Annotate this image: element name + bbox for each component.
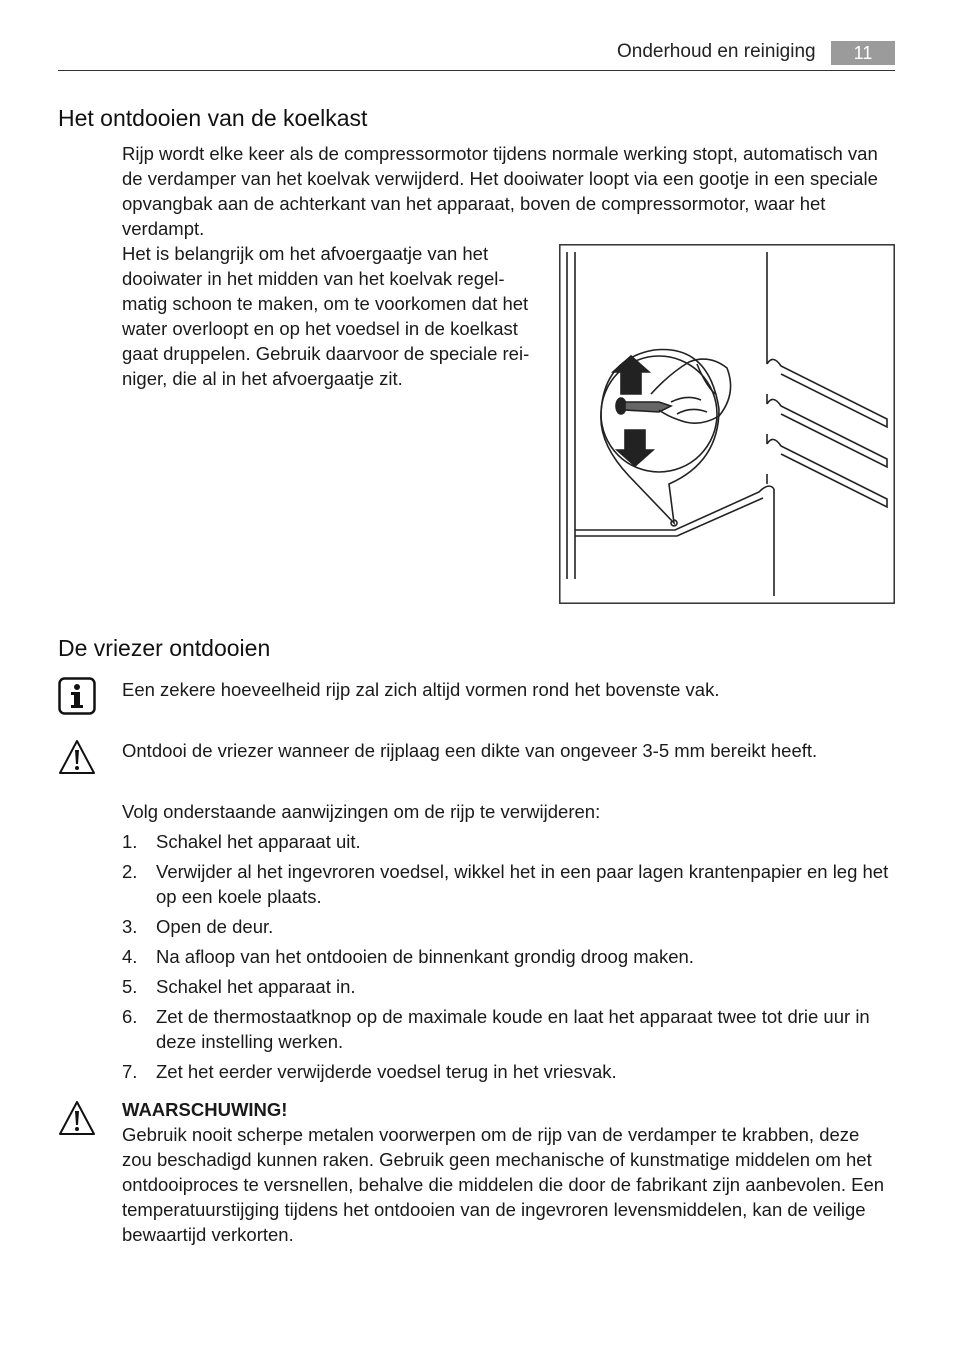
warning-text: Gebruik nooit scherpe metalen voorwerpen om de rijp van de verdamper te krabben, deze zou beschadigd kunnen raken. Gebruik geen mechanische of kunstmatige middelen om het ontdooiproces te versnellen, behalve die middelen die door de fabrikant zijn aanbevolen. Een temperatuurstijging tijdens het ontdooien van de ingevroren levensmiddelen, kan de veilige bewaartijd verkorten. bbox=[122, 1124, 885, 1245]
page-number: 11 bbox=[831, 41, 895, 65]
drain-hole-illustration bbox=[559, 244, 895, 604]
warning-triangle-icon bbox=[58, 738, 96, 776]
fridge-defrost-paragraph-1: Rijp wordt elke keer als de compressormotor tijdens normale werking stopt, automatisch van de verdamper van het koelvak verwijderd. Het dooiwater loopt via een gootje in een speciale opvangbak aan de achterkant van het apparaat, boven de compressormotor, waar het verdampt. bbox=[122, 143, 878, 239]
steps-intro: Volg onderstaande aanwijzingen om de rijp te verwijderen: bbox=[122, 801, 601, 822]
list-item: 3. Open de deur. bbox=[122, 916, 274, 937]
info-note-text: Een zekere hoeveelheid rijp zal zich altijd vormen rond het bovenste vak. bbox=[122, 679, 720, 700]
section-title-freezer-defrost: De vriezer ontdooien bbox=[58, 635, 271, 661]
header-divider bbox=[58, 70, 895, 71]
list-item: 5. Schakel het apparaat in. bbox=[122, 976, 356, 997]
running-header: Onderhoud en reiniging bbox=[617, 41, 816, 62]
list-item: 7. Zet het eerder verwijderde voedsel terug in het vriesvak. bbox=[122, 1061, 617, 1082]
caution-note-text: Ontdooi de vriezer wanneer de rijplaag een dikte van ongeveer 3-5 mm bereikt heeft. bbox=[122, 740, 818, 761]
list-item: 1. Schakel het apparaat uit. bbox=[122, 831, 361, 852]
warning-block bbox=[122, 1097, 892, 1247]
info-icon bbox=[58, 677, 96, 715]
list-item: 2. Verwijder al het ingevroren voedsel, wikkel het in een paar lagen krantenpapier en leg het op een koele plaats. bbox=[122, 861, 889, 907]
warning-title: WAARSCHUWING! bbox=[122, 1099, 288, 1120]
list-item: 6. Zet de thermostaatknop op de maximale koude en laat het apparaat twee tot drie uur in deze instelling werken. bbox=[122, 1006, 870, 1052]
section-title-fridge-defrost: Het ontdooien van de koelkast bbox=[58, 105, 368, 131]
list-item: 4. Na afloop van het ontdooien de binnenkant grondig droog maken. bbox=[122, 946, 694, 967]
warning-triangle-icon bbox=[58, 1099, 96, 1137]
fridge-defrost-paragraph-2: Het is belangrijk om het afvoergaatje van het dooiwater in het midden van het koelvak regel-matig schoon te maken, om te voorkomen dat het water overloopt en op het voedsel in de koelkast gaat druppelen. Gebruik daarvoor de speciale rei-niger, die al in het afvoergaatje zit. bbox=[122, 243, 530, 389]
defrost-steps-list bbox=[122, 829, 892, 1089]
